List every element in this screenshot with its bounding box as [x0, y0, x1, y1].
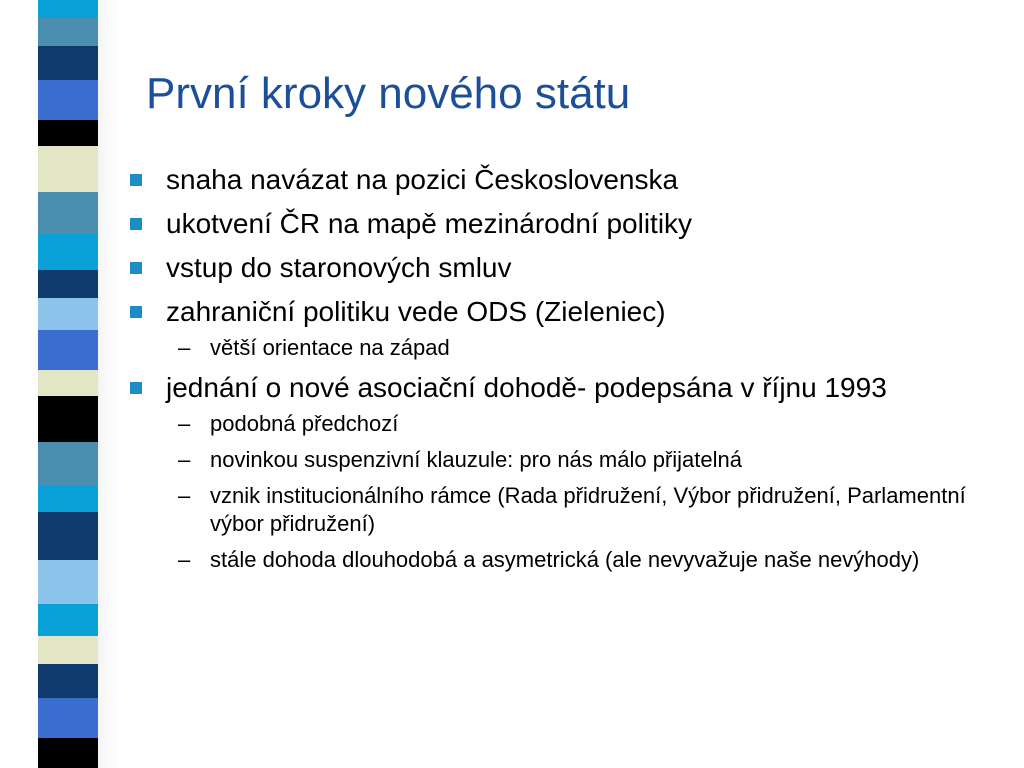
sub-bullet-item — [130, 546, 1000, 574]
sub-bullet-text: větší orientace na západ — [210, 335, 450, 360]
dash-icon: – — [178, 447, 191, 472]
dash-icon: – — [178, 335, 191, 360]
square-bullet-icon — [130, 218, 142, 230]
bullet-item — [130, 370, 1000, 406]
slide-title: První kroky nového státu — [146, 69, 631, 118]
square-bullet-icon — [130, 382, 142, 394]
bullet-text: ukotvení ČR na mapě mezinárodní politiky — [166, 208, 693, 239]
square-bullet-icon — [130, 306, 142, 318]
sub-bullet-text: vznik institucionálního rámce (Rada přidružení, Výbor přidružení, Parlamentní výbor přidružení) — [210, 483, 966, 536]
dash-icon: – — [178, 411, 191, 436]
sub-bullet-text: stále dohoda dlouhodobá a asymetrická (ale nevyvažuje naše nevýhody) — [210, 547, 920, 572]
sub-bullet-item — [130, 446, 1000, 474]
bullet-list — [130, 162, 1000, 582]
dash-icon: – — [178, 547, 191, 572]
sub-bullet-item — [130, 410, 1000, 438]
dash-icon: – — [178, 483, 191, 508]
sub-bullet-item — [130, 482, 1000, 538]
decorative-stripe — [38, 0, 98, 768]
sub-bullet-item — [130, 334, 1000, 362]
bullet-item — [130, 206, 1000, 242]
bullet-text: snaha navázat na pozici Československa — [166, 164, 679, 195]
bullet-text: jednání o nové asociační dohodě- podepsána v říjnu 1993 — [166, 372, 887, 403]
bullet-item — [130, 294, 1000, 330]
square-bullet-icon — [130, 174, 142, 186]
bullet-text: vstup do staronových smluv — [166, 252, 512, 283]
sub-bullet-text: podobná předchozí — [210, 411, 399, 436]
bullet-text: zahraniční politiku vede ODS (Zieleniec) — [166, 296, 666, 327]
bullet-item — [130, 250, 1000, 286]
bullet-item — [130, 162, 1000, 198]
square-bullet-icon — [130, 262, 142, 274]
sub-bullet-text: novinkou suspenzivní klauzule: pro nás málo přijatelná — [210, 447, 742, 472]
